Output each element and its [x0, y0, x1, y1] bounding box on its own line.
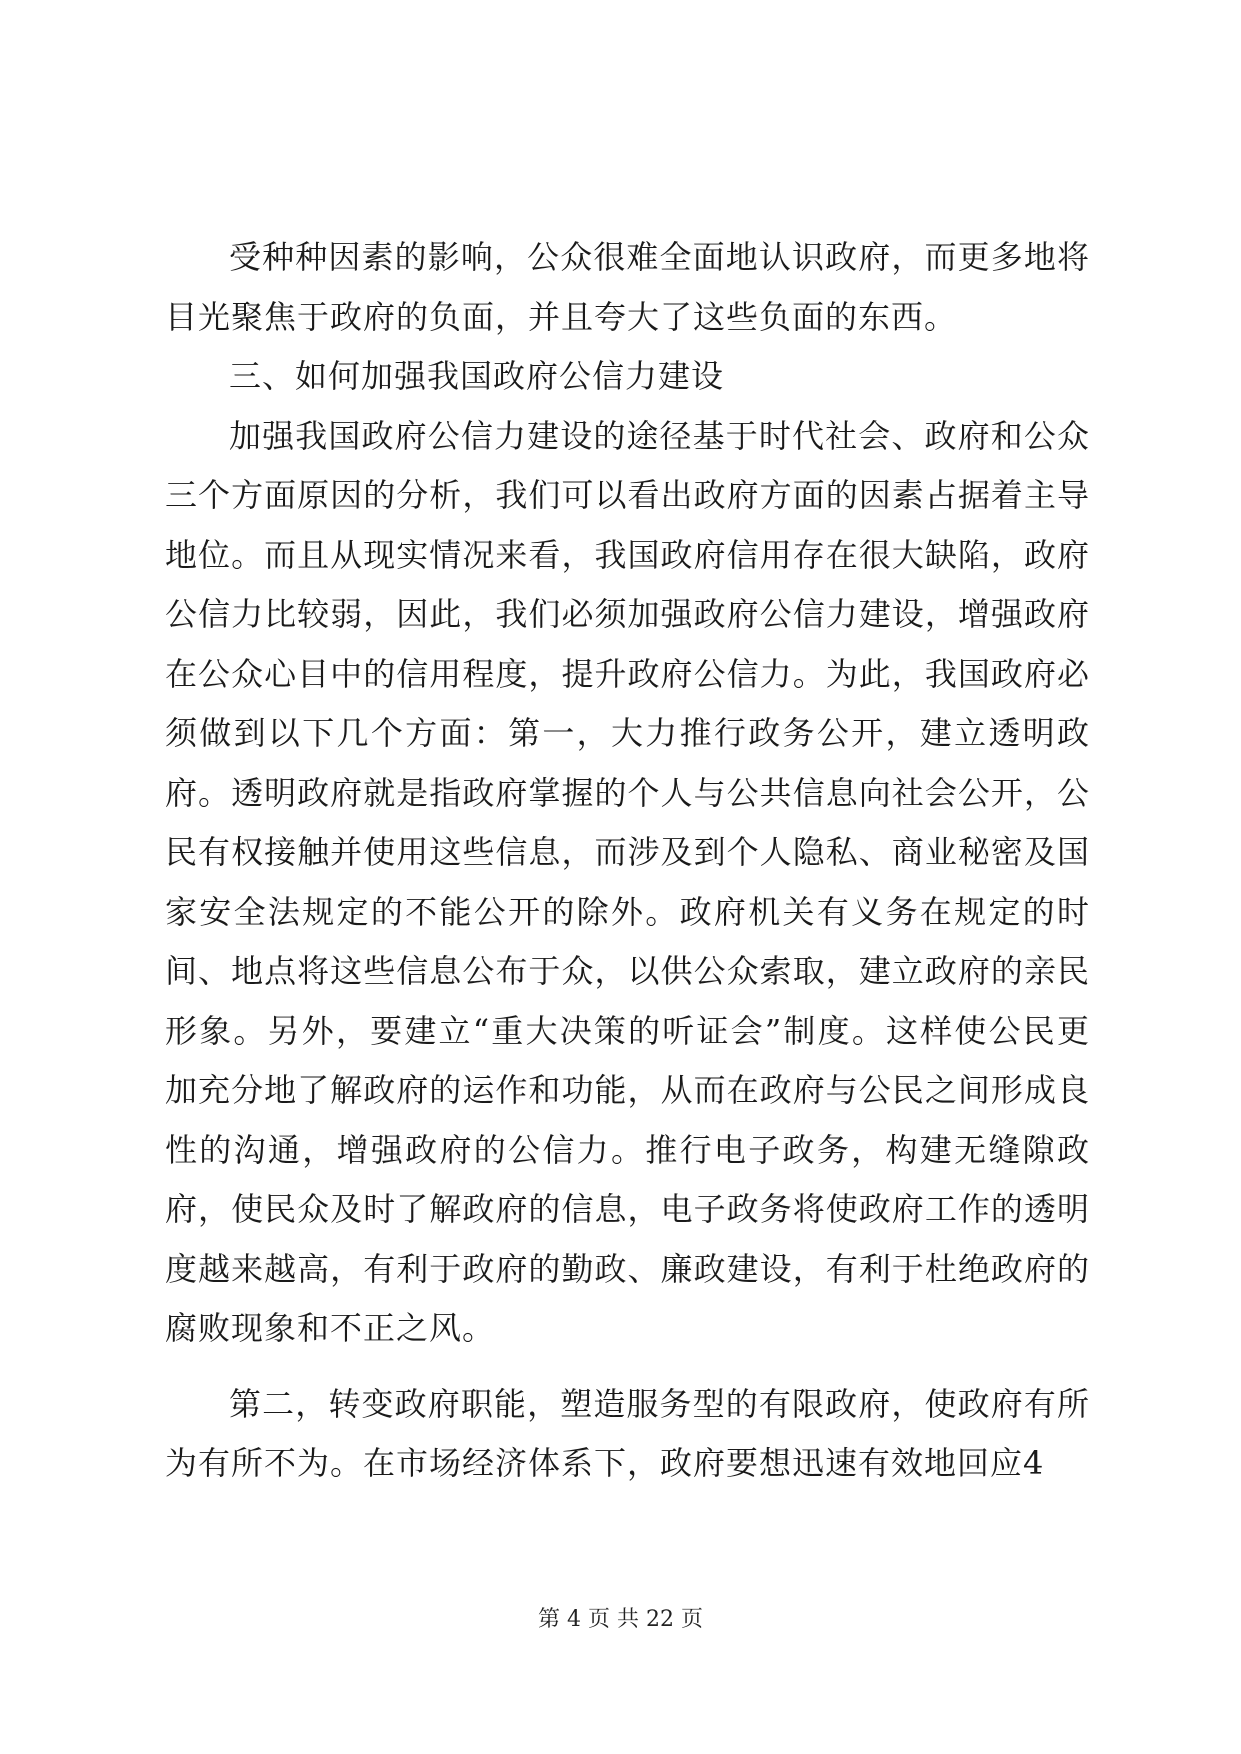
page-number-footer: 第 4 页 共 22 页: [538, 1607, 703, 1632]
document-body: [165, 228, 1090, 1494]
paragraph-1: 受种种因素的影响，公众很难全面地认识政府，而更多地将目光聚焦于政府的负面，并且夸大了这些负面的东西。: [165, 238, 1090, 336]
paragraph-3: 第二，转变政府职能，塑造服务型的有限政府，使政府有所为有所不为。在市场经济体系下，政府要想迅速有效地回应4: [165, 1384, 1090, 1482]
paragraph-2: 加强我国政府公信力建设的途径基于时代社会、政府和公众三个方面原因的分析，我们可以看出政府方面的因素占据着主导地位。而且从现实情况来看，我国政府信用存在很大缺陷，政府公信力比较弱，因此，我们必须加强政府公信力建设，增强政府在公众心目中的信用程度，提升政府公信力。为此，我国政府必须做到以下几个方面：第一，大力推行政务公开，建立透明政府。透明政府就是指政府掌握的个人与公共信息向社会公开，公民有权接触并使用这些信息，而涉及到个人隐私、商业秘密及国家安全法规定的不能公开的除外。政府机关有义务在规定的时间、地点将这些信息公布于众，以供公众索取，建立政府的亲民形象。另外，要建立“重大决策的听证会”制度。这样使公民更加充分地了解政府的运作和功能，从而在政府与公民之间形成良性的沟通，增强政府的公信力。推行电子政务，构建无缝隙政府，使民众及时了解政府的信息，电子政务将使政府工作的透明度越来越高，有利于政府的勤政、廉政建设，有利于杜绝政府的腐败现象和不正之风。: [165, 416, 1090, 1347]
section-heading: 三、如何加强我国政府公信力建设: [229, 357, 725, 395]
